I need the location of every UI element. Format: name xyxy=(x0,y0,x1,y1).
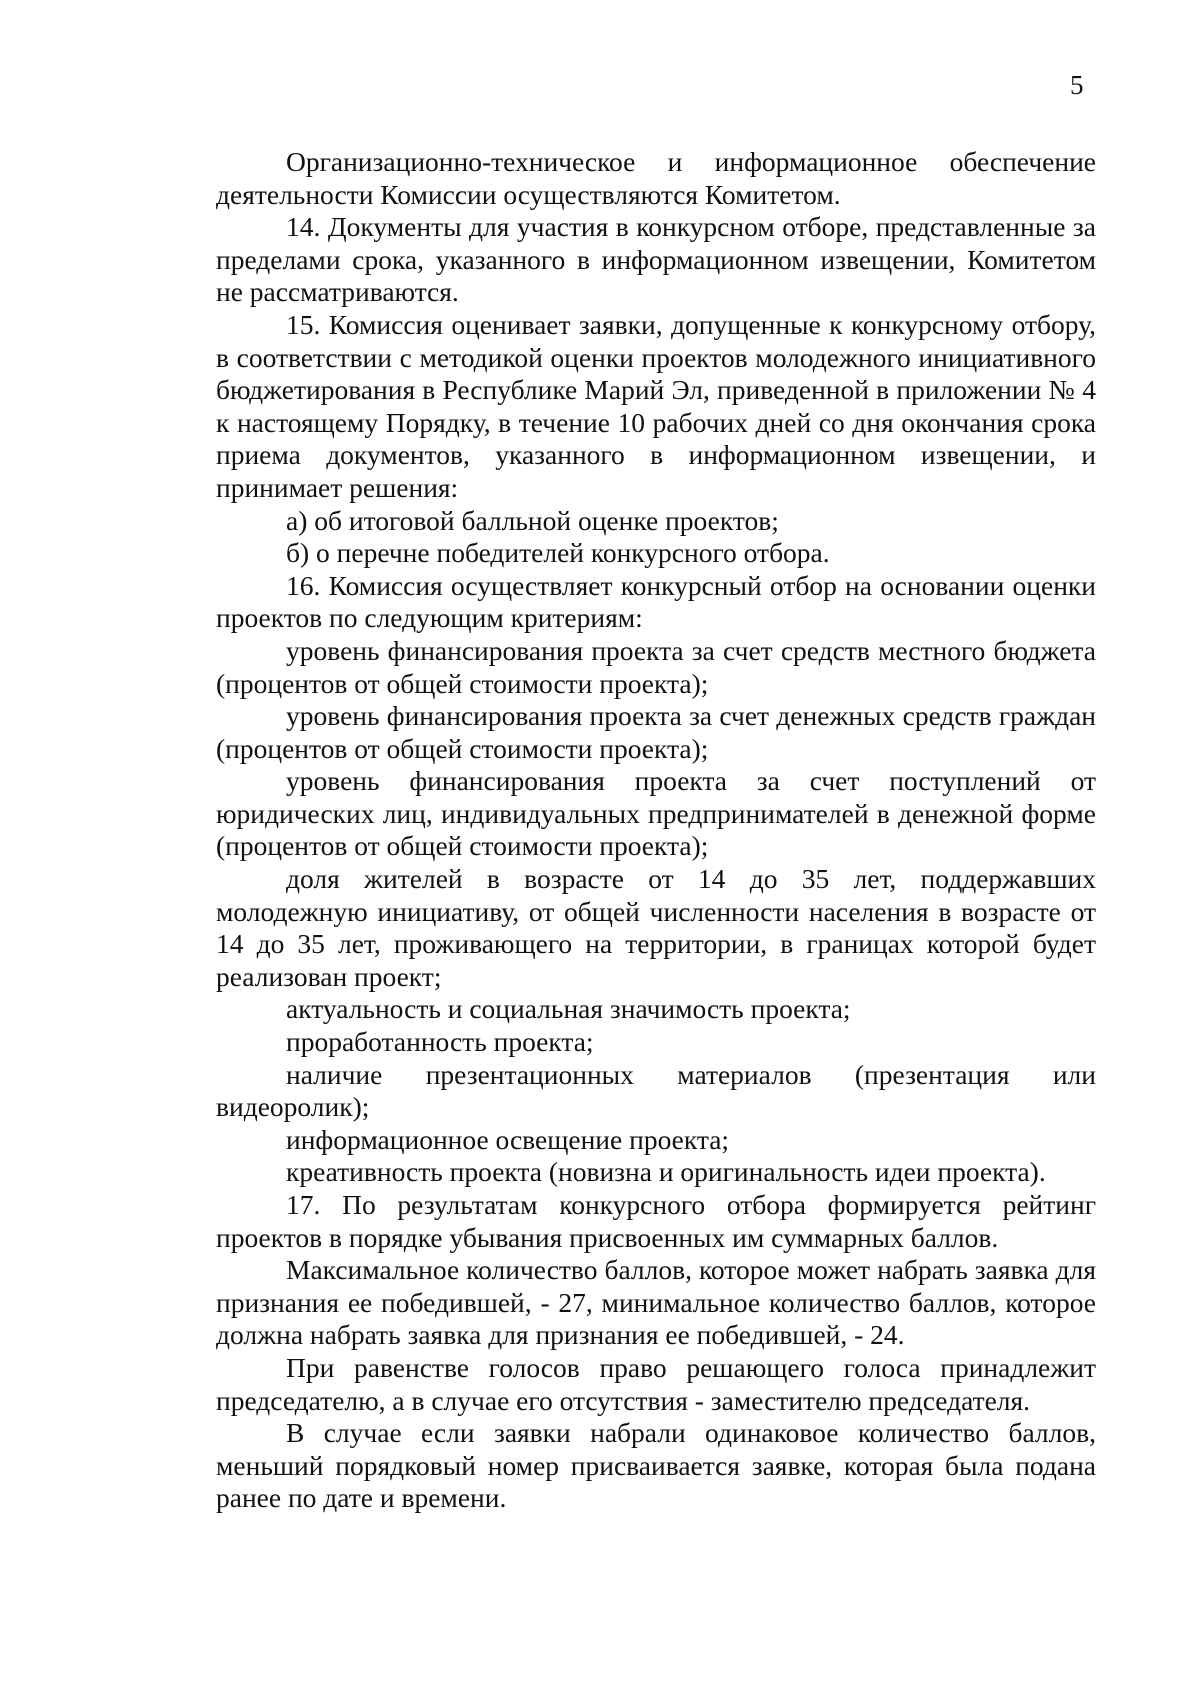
criterion-elaboration: проработанность проекта; xyxy=(286,1026,594,1058)
paragraph-item-15: 15. Комиссия оценивает заявки, допущенные к конкурсному отбору, в соответствии с методикой оценки проектов молодежного инициативного бюджетирования в Республике Марий Эл, приведенной в приложении № 4 к настоящему Порядку, в течение 10 рабочих дней со дня окончания срока приема документов, указанного в информационном извещении, и принимает решения: xyxy=(216,308,1096,503)
paragraph-item-16: 16. Комиссия осуществляет конкурсный отбор на основании оценки проектов по следующим критериям: xyxy=(216,569,1096,634)
page-number: 5 xyxy=(1070,70,1084,100)
paragraph-support: Организационно-техническое и информационное обеспечение деятельности Комиссии осуществляются Комитетом. xyxy=(216,146,1096,210)
paragraph-item-17: 17. По результатам конкурсного отбора формируется рейтинг проектов в порядке убывания присвоенных им суммарных баллов. xyxy=(216,1189,1096,1253)
document-body xyxy=(216,146,1096,1515)
criterion-local-budget: уровень финансирования проекта за счет средств местного бюджета (процентов от общей стоимости проекта); xyxy=(216,634,1096,699)
paragraph-equal-scores: В случае если заявки набрали одинаковое количество баллов, меньший порядковый номер присваивается заявке, которая была подана ранее по дате и времени. xyxy=(216,1417,1096,1514)
criterion-media-coverage: информационное освещение проекта; xyxy=(286,1123,730,1155)
paragraph-item-15a: а) об итоговой балльной оценке проектов; xyxy=(286,504,779,536)
paragraph-equal-votes: При равенстве голосов право решающего голоса принадлежит председателю, а в случае его отсутствия - заместителю председателя. xyxy=(216,1351,1096,1416)
criterion-youth-share: доля жителей в возрасте от 14 до 35 лет, поддержавших молодежную инициативу, от общей численности населения в возрасте от 14 до 35 лет, проживающего на территории, в границах которой будет реализован проект; xyxy=(216,863,1096,992)
criterion-legal-entities: уровень финансирования проекта за счет поступлений от юридических лиц, индивидуальных предпринимателей в денежной форме (процентов от общей стоимости проекта); xyxy=(216,765,1096,862)
criterion-citizens-funds: уровень финансирования проекта за счет денежных средств граждан (процентов от общей стоимости проекта); xyxy=(216,700,1096,764)
paragraph-max-score: Максимальное количество баллов, которое может набрать заявка для признания ее победившей, - 27, минимальное количество баллов, которое должна набрать заявка для признания ее победившей, - 24. xyxy=(216,1254,1096,1351)
paragraph-item-14: 14. Документы для участия в конкурсном отборе, представленные за пределами срока, указанного в информационном извещении, Комитетом не рассматриваются. xyxy=(216,211,1096,308)
criterion-creativity: креативность проекта (новизна и оригинальность идеи проекта). xyxy=(286,1156,1046,1188)
criterion-presentation: наличие презентационных материалов (презентация или видеоролик); xyxy=(216,1058,1096,1123)
criterion-relevance: актуальность и социальная значимость проекта; xyxy=(286,993,851,1025)
paragraph-item-15b: б) о перечне победителей конкурсного отбора. xyxy=(286,537,830,569)
